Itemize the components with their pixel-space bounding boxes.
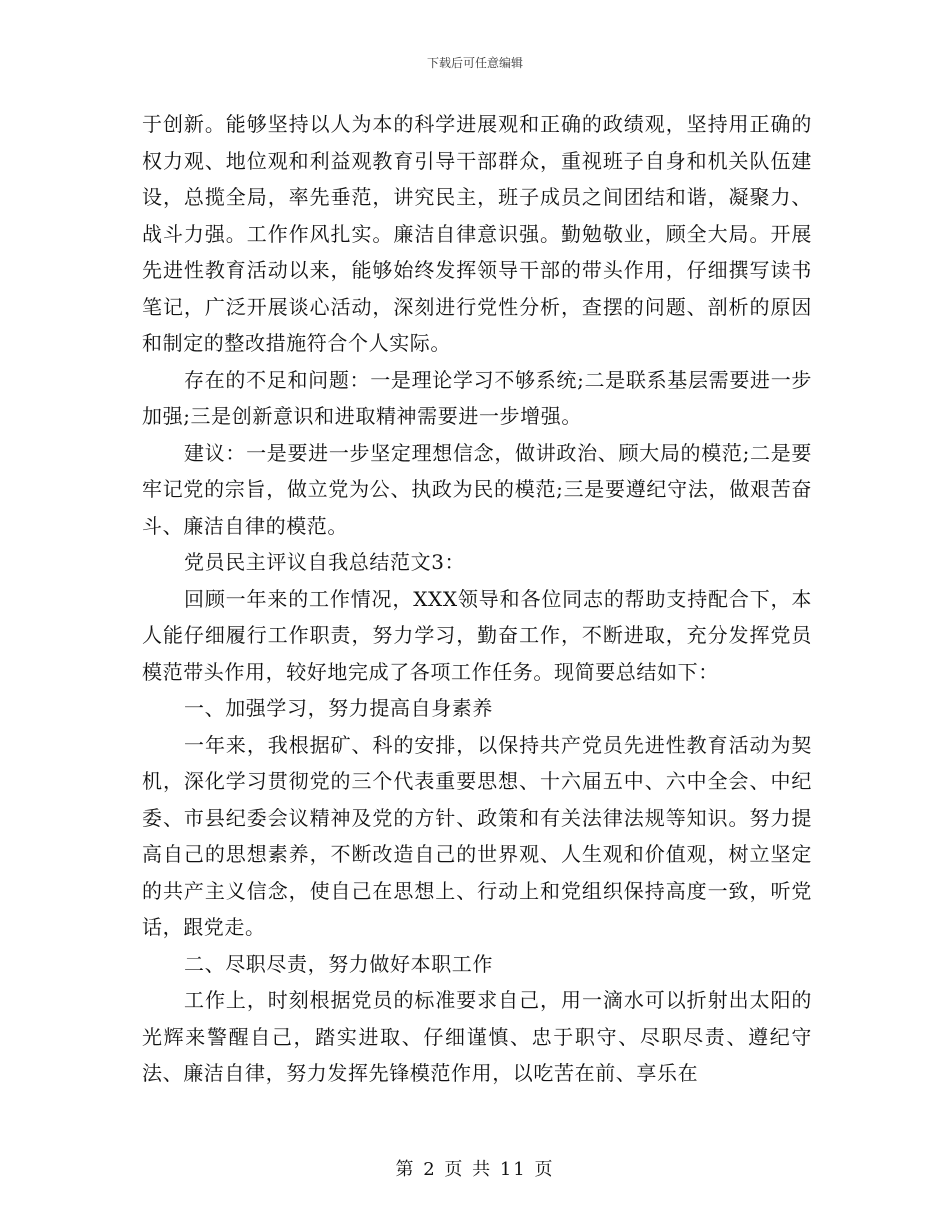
page-header: 下载后可任意编辑 xyxy=(426,56,523,70)
heading-study: 一、加强学习，努力提高自身素养 xyxy=(184,696,493,720)
page-footer: 第 2 页 共 11 页 xyxy=(395,1159,555,1180)
heading-duty: 二、尽职尽责，努力做好本职工作 xyxy=(184,951,493,976)
paragraph-review: 回顾一年来的工作情况，XXX领导和各位同志的帮助支持配合下，本人能仔细履行工作职责，努力学习，勤奋工作，不断进取，充分发挥党员模范带头作用，较好地完成了各项工作任务。现简要总结如下： xyxy=(142,586,812,684)
paragraph-continued: 于创新。能够坚持以人为本的科学进展观和正确的政绩观，坚持用正确的权力观、地位观和利益观教育引导干部群众，重视班子自身和机关队伍建设，总揽全局，率先垂范，讲究民主，班子成员之间团结和谐，凝聚力、战斗力强。工作作风扎实。廉洁自律意识强。勤勉敬业，顾全大局。开展先进性教育活动以来，能够始终发挥领导干部的带头作用，仔细撰写读书笔记，广泛开展谈心活动，深刻进行党性分析，查摆的问题、剖析的原因和制定的整改措施符合个人实际。 xyxy=(142,112,812,355)
section-title-sample-3: 党员民主评议自我总结范文3： xyxy=(184,550,466,574)
paragraph-suggestions: 建议：一是要进一步坚定理想信念，做讲政治、顾大局的模范;二是要牢记党的宗旨，做立党为公、执政为民的模范;三是要遵纪守法，做艰苦奋斗、廉洁自律的模范。 xyxy=(142,440,812,538)
paragraph-study: 一年来，我根据矿、科的安排，以保持共产党员先进性教育活动为契机，深化学习贯彻党的三个代表重要思想、十六届五中、六中全会、中纪委、市县纪委会议精神及党的方针、政策和有关法律法规等知识。努力提高自己的思想素养，不断改造自己的世界观、人生观和价值观，树立坚定的共产主义信念，使自己在思想上、行动上和党组织保持高度一致，听党话，跟党走。 xyxy=(142,732,812,939)
paragraph-shortcomings: 存在的不足和问题：一是理论学习不够系统;二是联系基层需要进一步加强;三是创新意识和进取精神需要进一步增强。 xyxy=(142,367,812,428)
paragraph-duty: 工作上，时刻根据党员的标准要求自己，用一滴水可以折射出太阳的光辉来警醒自己，踏实进取、仔细谨慎、忠于职守、尽职尽责、遵纪守法、廉洁自律，努力发挥先锋模范作用，以吃苦在前、享乐在 xyxy=(142,988,812,1085)
document-body xyxy=(142,106,812,1092)
